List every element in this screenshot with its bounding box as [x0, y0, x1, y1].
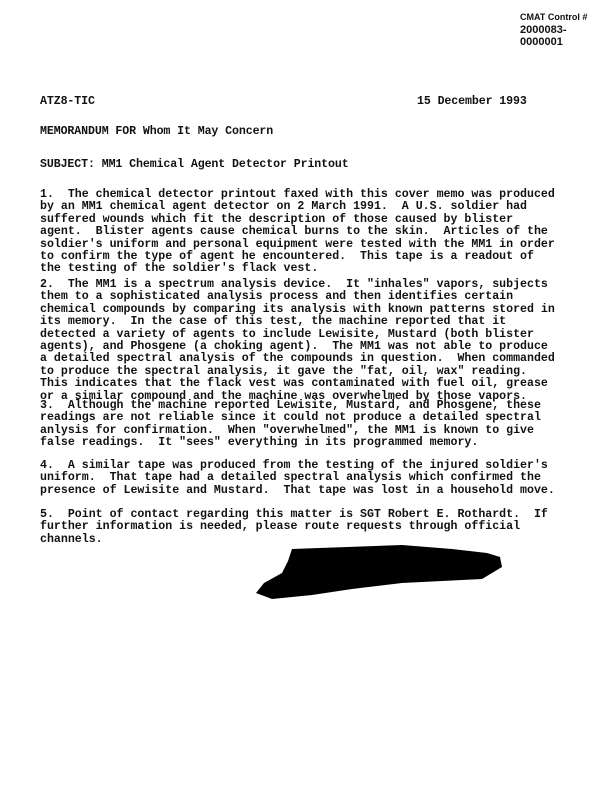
- text-line: anlysis for confirmation. When "overwhelmed", the MM1 is known to give: [40, 423, 534, 437]
- paragraph-3: [40, 400, 541, 450]
- text-line: further information is needed, please route requests through official: [40, 520, 521, 534]
- text-line: them to a sophisticated analysis process and then identifies certain: [40, 290, 514, 304]
- text-line: a detailed spectral analysis of the compounds in question. When commanded: [40, 352, 555, 366]
- paragraph-4: [40, 460, 555, 497]
- text-line: agent. Blister agents cause chemical burns to the skin. Articles of the: [40, 225, 548, 239]
- text-line: soldier's uniform and personal equipment were tested with the MM1 in order: [40, 237, 555, 251]
- text-line: uniform. That tape had a detailed spectral analysis which confirmed the: [40, 471, 541, 485]
- text-line: 3. Although the machine reported Lewisite, Mustard, and Phosgene, these: [40, 399, 541, 412]
- paragraph-2: [40, 279, 555, 403]
- text-line: agents), and Phosgene (a choking agent). The MM1 was not able to produce: [40, 340, 548, 354]
- text-line: its memory. In the case of this test, the machine reported that it: [40, 315, 507, 329]
- text-line: or a similar compound and the machine was overwhelmed by those vapors.: [40, 389, 528, 403]
- office-symbol: ATZ8-TIC: [40, 95, 95, 108]
- text-line: detected a variety of agents to include Lewisite, Mustard (both blister: [40, 327, 534, 341]
- text-line: presence of Lewisite and Mustard. That tape was lost in a household move.: [40, 483, 555, 497]
- text-line: This indicates that the flack vest was contaminated with fuel oil, grease: [40, 377, 548, 391]
- text-line: channels.: [40, 532, 103, 546]
- subject-line: SUBJECT: MM1 Chemical Agent Detector Printout: [40, 158, 349, 171]
- text-line: 4. A similar tape was produced from the testing of the injured soldier's: [40, 459, 548, 472]
- text-line: by an MM1 chemical agent detector on 2 March 1991. A U.S. soldier had: [40, 200, 528, 214]
- text-line: 1. The chemical detector printout faxed with this cover memo was produced: [40, 188, 555, 201]
- text-line: to confirm the type of agent he encountered. This tape is a readout of: [40, 250, 534, 264]
- paragraph-5: [40, 509, 548, 546]
- control-number: 2000083-0000001: [520, 24, 567, 48]
- text-line: suffered wounds which fit the description of those caused by blister: [40, 212, 514, 226]
- text-line: the testing of the soldier's flack vest.: [40, 262, 319, 276]
- text-line: to produce the spectral analysis, it gave the "fat, oil, wax" reading.: [40, 364, 528, 378]
- text-line: 5. Point of contact regarding this matter is SGT Robert E. Rothardt. If: [40, 508, 548, 521]
- memo-date: 15 December 1993: [417, 95, 527, 108]
- redacted-signature-block: [252, 543, 507, 601]
- memo-for-line: MEMORANDUM FOR Whom It May Concern: [40, 125, 274, 138]
- text-line: chemical compounds by comparing its analysis with known patterns stored in: [40, 302, 555, 316]
- text-line: 2. The MM1 is a spectrum analysis device. It "inhales" vapors, subjects: [40, 278, 548, 291]
- control-label: CMAT Control #: [520, 12, 588, 22]
- paragraph-1: [40, 189, 555, 276]
- text-line: false readings. It "sees" everything in its programmed memory.: [40, 436, 479, 450]
- text-line: readings are not reliable since it could not produce a detailed spectral: [40, 411, 541, 425]
